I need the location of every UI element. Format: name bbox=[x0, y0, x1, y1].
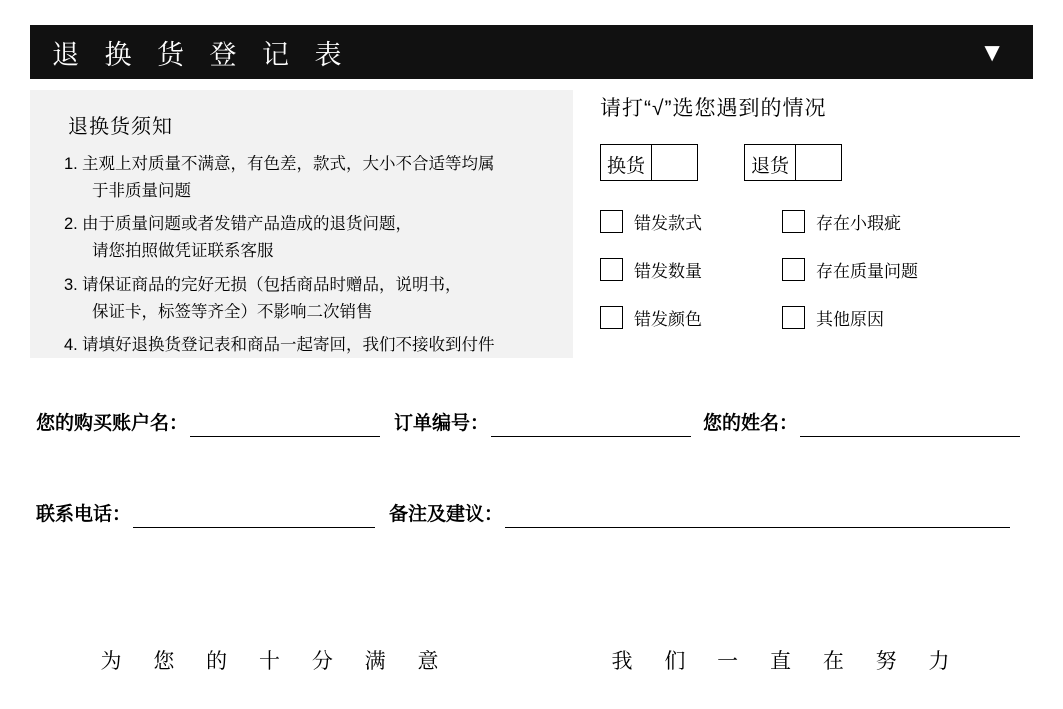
request-type-row bbox=[600, 144, 1035, 181]
order-field[interactable] bbox=[394, 408, 691, 437]
return-label: 退货 bbox=[751, 155, 790, 177]
note-field[interactable] bbox=[389, 499, 1010, 528]
selection-area bbox=[600, 92, 1035, 330]
checkbox-wrong-color[interactable] bbox=[600, 305, 782, 330]
list-item-line1: 由于质量问题或者发错产品造成的退货问题， bbox=[82, 215, 412, 234]
return-type-box[interactable] bbox=[744, 144, 842, 181]
order-input[interactable] bbox=[491, 410, 691, 437]
checkbox-quality-issue[interactable] bbox=[782, 257, 964, 282]
checkbox-icon[interactable] bbox=[782, 210, 805, 233]
checkbox-icon[interactable] bbox=[600, 306, 623, 329]
name-field[interactable] bbox=[703, 408, 1020, 437]
exchange-input[interactable] bbox=[651, 145, 697, 180]
checkbox-icon[interactable] bbox=[782, 258, 805, 281]
note-input[interactable] bbox=[505, 501, 1010, 528]
field-row-1 bbox=[36, 408, 1036, 437]
chevron-down-icon[interactable]: ▼ bbox=[979, 37, 1005, 67]
name-input[interactable] bbox=[800, 410, 1020, 437]
list-item-text bbox=[82, 211, 555, 264]
checkbox-icon[interactable] bbox=[600, 210, 623, 233]
return-input[interactable] bbox=[795, 145, 841, 180]
list-item-line2: 保证卡，标签等齐全）不影响二次销售 bbox=[92, 302, 373, 321]
checkbox-label: 存在小瑕疵 bbox=[816, 214, 901, 233]
selection-title: 请打“√”选您遇到的情况 bbox=[600, 97, 827, 120]
order-label: 订单编号： bbox=[394, 413, 490, 434]
name-label: 您的姓名： bbox=[703, 413, 799, 434]
list-item-text bbox=[82, 332, 555, 359]
list-item-text bbox=[82, 151, 555, 204]
list-item-line2: 于非质量问题 bbox=[92, 181, 191, 200]
notice-panel bbox=[30, 90, 573, 358]
list-item-number: 2. bbox=[64, 215, 78, 234]
checkbox-label: 错发数量 bbox=[634, 262, 702, 281]
checkbox-label: 错发颜色 bbox=[634, 310, 702, 329]
checkbox-label: 存在质量问题 bbox=[816, 262, 918, 281]
checkbox-other-reason[interactable] bbox=[782, 305, 964, 330]
list-item-line1: 请保证商品的完好无损（包括商品时赠品，说明书， bbox=[82, 275, 462, 294]
note-label: 备注及建议： bbox=[389, 504, 504, 525]
list-item bbox=[64, 211, 555, 264]
list-item bbox=[64, 272, 555, 325]
list-item-number: 3. bbox=[64, 275, 78, 294]
page-title: 退 换 货 登 记 表 bbox=[52, 39, 351, 70]
list-item bbox=[64, 151, 555, 204]
list-item-line1: 主观上对质量不满意，有色差，款式，大小不合适等均属 bbox=[82, 155, 495, 173]
account-input[interactable] bbox=[190, 410, 380, 437]
form-fields bbox=[36, 408, 1036, 590]
footer-slogan bbox=[0, 645, 1063, 675]
form-header bbox=[30, 25, 1033, 79]
footer-slogan-left: 为 您 的 十 分 满 意 bbox=[100, 650, 452, 673]
notice-title: 退换货须知 bbox=[68, 116, 173, 138]
list-item-number: 4. bbox=[64, 336, 78, 355]
phone-field[interactable] bbox=[36, 499, 375, 528]
reason-checkbox-grid bbox=[600, 209, 1035, 330]
footer-slogan-right: 我 们 一 直 在 努 力 bbox=[611, 650, 963, 673]
list-item-line1: 请填好退换货登记表和商品一起寄回，我们不接收到付件 bbox=[82, 336, 495, 355]
checkbox-wrong-style[interactable] bbox=[600, 209, 782, 234]
exchange-label: 换货 bbox=[607, 155, 646, 177]
checkbox-wrong-quantity[interactable] bbox=[600, 257, 782, 282]
list-item-line2: 请您拍照做凭证联系客服 bbox=[92, 242, 274, 261]
notice-list bbox=[64, 151, 555, 359]
exchange-type-box[interactable] bbox=[600, 144, 698, 181]
list-item-number: 1. bbox=[64, 155, 78, 173]
list-item-text bbox=[82, 272, 555, 325]
checkbox-label: 其他原因 bbox=[816, 310, 884, 329]
list-item bbox=[64, 332, 555, 359]
account-field[interactable] bbox=[36, 408, 380, 437]
checkbox-label: 错发款式 bbox=[634, 214, 702, 233]
checkbox-icon[interactable] bbox=[600, 258, 623, 281]
field-row-2 bbox=[36, 499, 1036, 528]
phone-label: 联系电话： bbox=[36, 504, 132, 525]
checkbox-icon[interactable] bbox=[782, 306, 805, 329]
phone-input[interactable] bbox=[133, 501, 375, 528]
account-label: 您的购买账户名： bbox=[36, 413, 189, 434]
checkbox-minor-defect[interactable] bbox=[782, 209, 964, 234]
